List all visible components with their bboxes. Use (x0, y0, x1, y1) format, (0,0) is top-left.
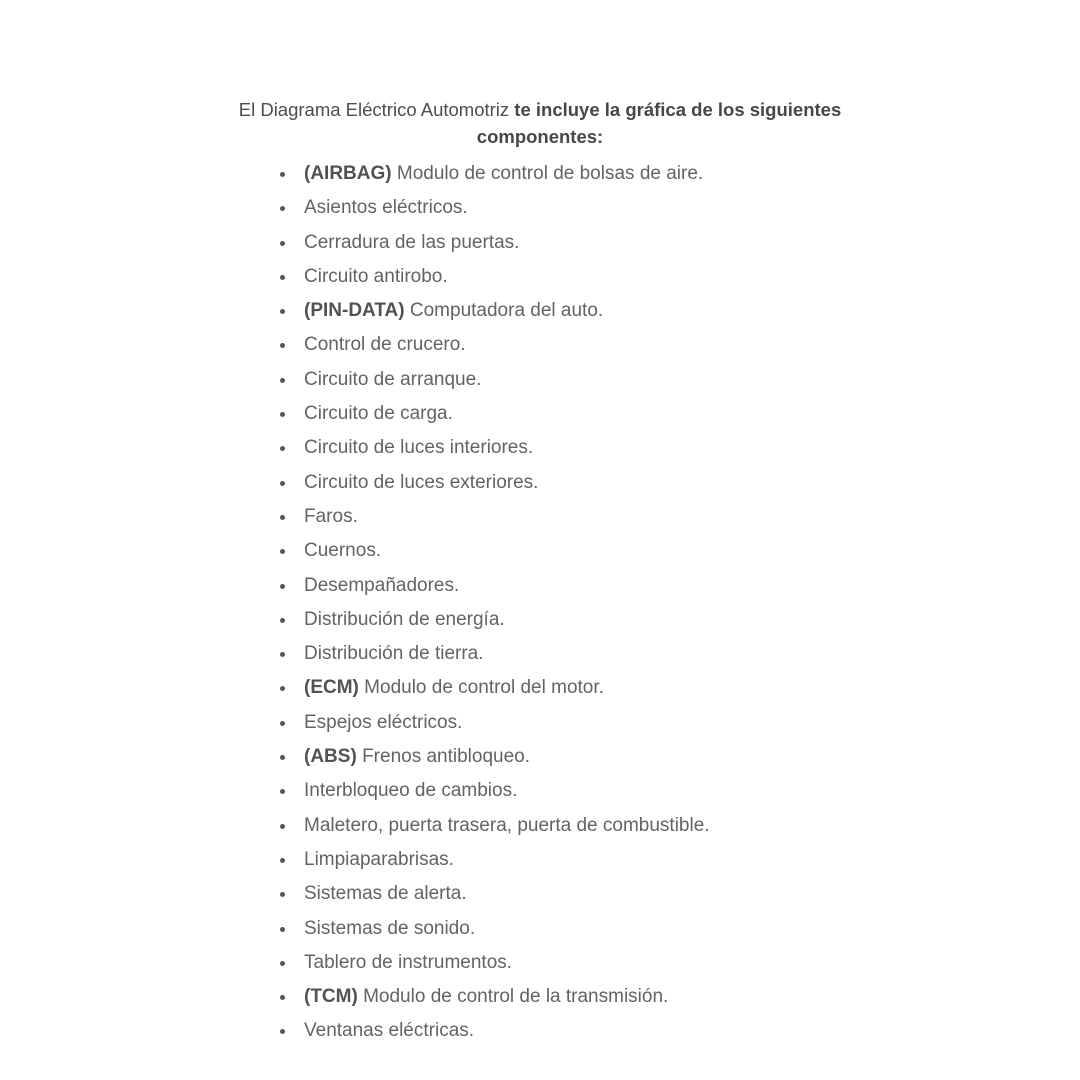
component-name: Circuito de luces exteriores. (304, 471, 539, 493)
bullet-icon (280, 294, 286, 328)
component-name: Modulo de control de bolsas de aire. (396, 163, 704, 184)
intro-bold-text: te incluye la gráfica de los siguientes componentes: (476, 98, 842, 147)
component-name: Computadora del auto. (409, 300, 604, 322)
component-list-item (0, 191, 1080, 225)
bullet-icon (280, 706, 286, 740)
bullet-icon (280, 603, 286, 637)
bullet-icon (280, 466, 286, 500)
component-name: Espejos eléctricos. (304, 711, 463, 733)
component-list-item (0, 877, 1080, 911)
component-code: (AIRBAG) (304, 163, 392, 184)
component-name: Control de crucero. (304, 334, 466, 356)
component-list-item (0, 397, 1080, 431)
bullet-icon (280, 740, 286, 774)
component-name: Modulo de control de la transmisión. (363, 986, 669, 1008)
component-list-item (0, 260, 1080, 294)
bullet-icon (280, 431, 286, 465)
bullet-icon (280, 191, 286, 225)
component-list-item (0, 1014, 1080, 1048)
component-name: Circuito antirobo. (304, 265, 448, 287)
component-list-item (0, 569, 1080, 603)
component-list-item (0, 157, 1080, 191)
component-list-item (0, 637, 1080, 671)
component-list-item (0, 363, 1080, 397)
component-name: Distribución de tierra. (304, 643, 484, 665)
component-list-item (0, 809, 1080, 843)
component-name: Sistemas de alerta. (304, 883, 467, 905)
intro-paragraph (210, 96, 870, 150)
component-list-item (0, 431, 1080, 465)
component-list-item (0, 534, 1080, 568)
bullet-icon (280, 877, 286, 911)
component-name: Limpiaparabrisas. (304, 848, 454, 870)
component-list-item (0, 774, 1080, 808)
bullet-icon (280, 980, 286, 1014)
component-code: (ABS) (304, 746, 357, 768)
component-name: Asientos eléctricos. (304, 197, 468, 219)
components-list (0, 157, 1080, 1049)
bullet-icon (280, 1014, 286, 1048)
component-name: Frenos antibloqueo. (362, 746, 531, 768)
component-name: Cerradura de las puertas. (304, 231, 520, 253)
component-list-item (0, 671, 1080, 705)
bullet-icon (280, 260, 286, 294)
bullet-icon (280, 637, 286, 671)
bullet-icon (280, 363, 286, 397)
component-code: (TCM) (304, 986, 358, 1008)
component-list-item (0, 843, 1080, 877)
component-name: Interbloqueo de cambios. (304, 780, 518, 802)
component-code: (ECM) (304, 677, 359, 699)
component-name: Circuito de carga. (304, 403, 453, 425)
intro-plain-text: El Diagrama Eléctrico Automotriz (238, 98, 510, 120)
component-name: Circuito de arranque. (304, 368, 482, 390)
component-name: Sistemas de sonido. (304, 917, 476, 939)
component-list-item (0, 603, 1080, 637)
bullet-icon (280, 397, 286, 431)
component-list-item (0, 294, 1080, 328)
component-list-item (0, 706, 1080, 740)
component-code: (PIN-DATA) (304, 300, 405, 322)
bullet-icon (280, 500, 286, 534)
component-list-item (0, 226, 1080, 260)
component-name: Cuernos. (304, 540, 382, 562)
bullet-icon (280, 912, 286, 946)
bullet-icon (280, 774, 286, 808)
component-name: Faros. (304, 505, 358, 527)
bullet-icon (280, 569, 286, 603)
bullet-icon (280, 671, 286, 705)
component-name: Circuito de luces interiores. (304, 437, 534, 459)
component-list-item (0, 912, 1080, 946)
component-list-item (0, 980, 1080, 1014)
component-name: Desempañadores. (304, 574, 460, 596)
bullet-icon (280, 157, 286, 191)
bullet-icon (280, 946, 286, 980)
component-name: Distribución de energía. (304, 608, 505, 630)
bullet-icon (280, 809, 286, 843)
component-list-item (0, 500, 1080, 534)
bullet-icon (280, 226, 286, 260)
component-name: Tablero de instrumentos. (304, 951, 513, 973)
component-name: Maletero, puerta trasera, puerta de combustible. (304, 814, 710, 836)
bullet-icon (280, 843, 286, 877)
component-list-item (0, 466, 1080, 500)
component-list-item (0, 740, 1080, 774)
component-list-item (0, 328, 1080, 362)
bullet-icon (280, 534, 286, 568)
component-name: Ventanas eléctricas. (304, 1020, 475, 1042)
component-name: Modulo de control del motor. (364, 677, 604, 699)
component-list-item (0, 946, 1080, 980)
bullet-icon (280, 328, 286, 362)
